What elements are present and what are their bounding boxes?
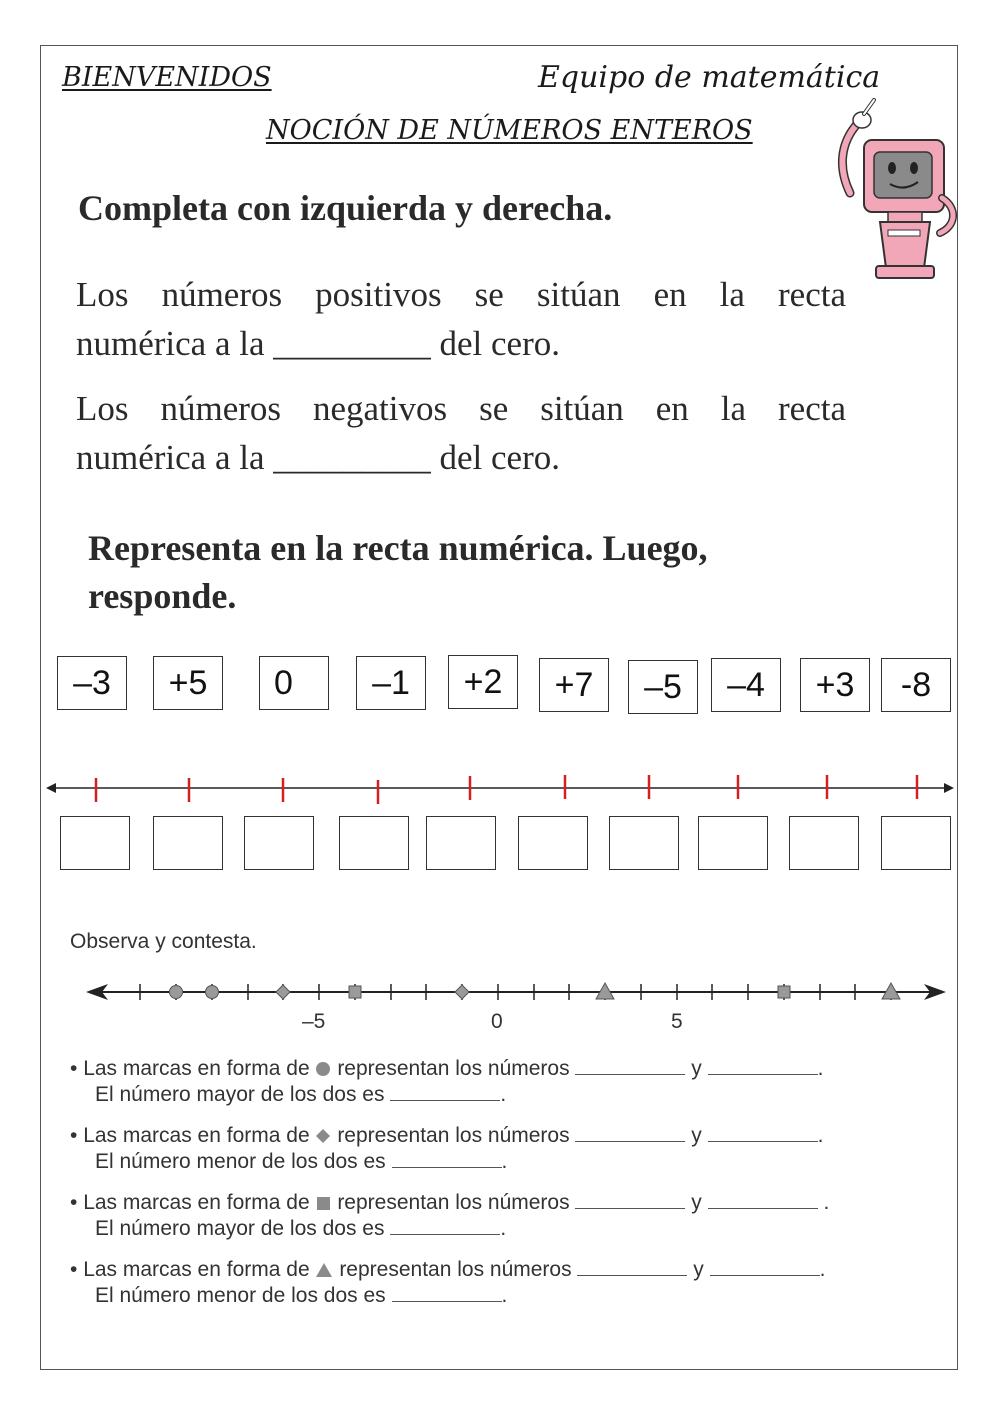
answer-box[interactable] [339, 816, 409, 870]
number-chip[interactable]: 0 [259, 656, 329, 710]
number-chip[interactable]: +5 [153, 656, 223, 710]
number-chip[interactable]: –4 [711, 658, 781, 712]
question-text: El número menor de los dos es [95, 1150, 386, 1173]
question-text: Las marcas en forma de [83, 1057, 310, 1080]
question-text: El número mayor de los dos es [95, 1083, 385, 1106]
instruction-line: Representa en la recta numérica. Luego, [88, 528, 708, 568]
axis-label-zero: 0 [491, 1010, 503, 1033]
question-y: y [691, 1124, 702, 1147]
answer-box[interactable] [426, 816, 496, 870]
answer-blank[interactable] [390, 1082, 500, 1101]
sentence-line: Los números positivos se sitúan en la recta [76, 275, 846, 314]
instruction-represent [88, 524, 708, 620]
question-text: Las marcas en forma de [83, 1191, 310, 1214]
robot-mascot-icon [828, 98, 958, 283]
question-text: El número mayor de los dos es [95, 1217, 385, 1240]
number-chip[interactable]: +3 [800, 658, 870, 712]
question-text: Las marcas en forma de [83, 1124, 310, 1147]
answer-blank-negative[interactable]: _________ [273, 438, 431, 477]
answer-box[interactable] [153, 816, 223, 870]
sentence-text: del cero. [439, 324, 560, 363]
sentence-text: numérica a la [76, 324, 265, 363]
answer-box[interactable] [881, 816, 951, 870]
number-chip[interactable]: -8 [881, 658, 951, 712]
answer-blank[interactable] [575, 1123, 685, 1142]
instruction-complete: Completa con izquierda y derecha. [78, 188, 613, 228]
team-name: Equipo de matemática [538, 60, 881, 95]
answer-blank[interactable] [708, 1190, 818, 1209]
question-text: representan los números [337, 1057, 570, 1080]
answer-blank-positive[interactable]: _________ [273, 324, 431, 363]
sentence-text: del cero. [439, 438, 560, 477]
question-circle: • Las marcas en forma de representan los números y . El número mayor de los dos es . [70, 1057, 824, 1106]
number-line-blank [44, 772, 956, 806]
answer-box[interactable] [609, 816, 679, 870]
number-chip[interactable]: –3 [57, 656, 127, 710]
question-y: y [691, 1191, 702, 1214]
number-chip[interactable]: –5 [628, 660, 698, 714]
answer-blank[interactable] [392, 1149, 502, 1168]
question-text: representan los números [339, 1258, 572, 1281]
question-y: y [691, 1057, 702, 1080]
answer-box[interactable] [698, 816, 768, 870]
answer-box[interactable] [518, 816, 588, 870]
triangle-marker-icon [315, 1262, 333, 1278]
question-text: Las marcas en forma de [83, 1258, 310, 1281]
number-chip[interactable]: –1 [356, 656, 426, 710]
instruction-line: responde. [88, 576, 237, 616]
sentence-text: numérica a la [76, 438, 265, 477]
question-triangle: • Las marcas en forma de representan los números y . El número menor de los dos es . [70, 1258, 826, 1307]
answer-blank[interactable] [575, 1190, 685, 1209]
sentence-positive [76, 270, 846, 368]
welcome-title: BIENVENIDOS [62, 62, 272, 93]
sentence-negative [76, 384, 846, 482]
number-chip[interactable]: +2 [448, 655, 518, 709]
number-line-markers [84, 976, 948, 1008]
answer-blank[interactable] [710, 1257, 820, 1276]
answer-blank[interactable] [577, 1257, 687, 1276]
question-square: • Las marcas en forma de representan los números y . El número mayor de los dos es . [70, 1191, 830, 1240]
answer-box[interactable] [789, 816, 859, 870]
axis-label-minus-five: –5 [302, 1010, 326, 1033]
question-y: y [693, 1258, 704, 1281]
answer-box[interactable] [60, 816, 130, 870]
answer-blank[interactable] [708, 1123, 818, 1142]
diamond-marker-icon [315, 1128, 331, 1144]
question-text: El número menor de los dos es [95, 1284, 386, 1307]
circle-marker-icon [315, 1061, 331, 1077]
question-text: representan los números [337, 1124, 570, 1147]
page-title: NOCIÓN DE NÚMEROS ENTEROS [266, 115, 753, 146]
observe-prompt: Observa y contesta. [70, 930, 257, 953]
axis-label-five: 5 [671, 1010, 683, 1033]
sentence-line: Los números negativos se sitúan en la recta [76, 389, 846, 428]
number-chip[interactable]: +7 [539, 658, 609, 712]
square-marker-icon [315, 1195, 331, 1211]
answer-blank[interactable] [390, 1216, 500, 1235]
answer-blank[interactable] [708, 1056, 818, 1075]
answer-blank[interactable] [392, 1283, 502, 1302]
answer-blank[interactable] [575, 1056, 685, 1075]
question-diamond: • Las marcas en forma de representan los números y . El número menor de los dos es . [70, 1124, 824, 1173]
question-text: representan los números [337, 1191, 570, 1214]
answer-box[interactable] [244, 816, 314, 870]
